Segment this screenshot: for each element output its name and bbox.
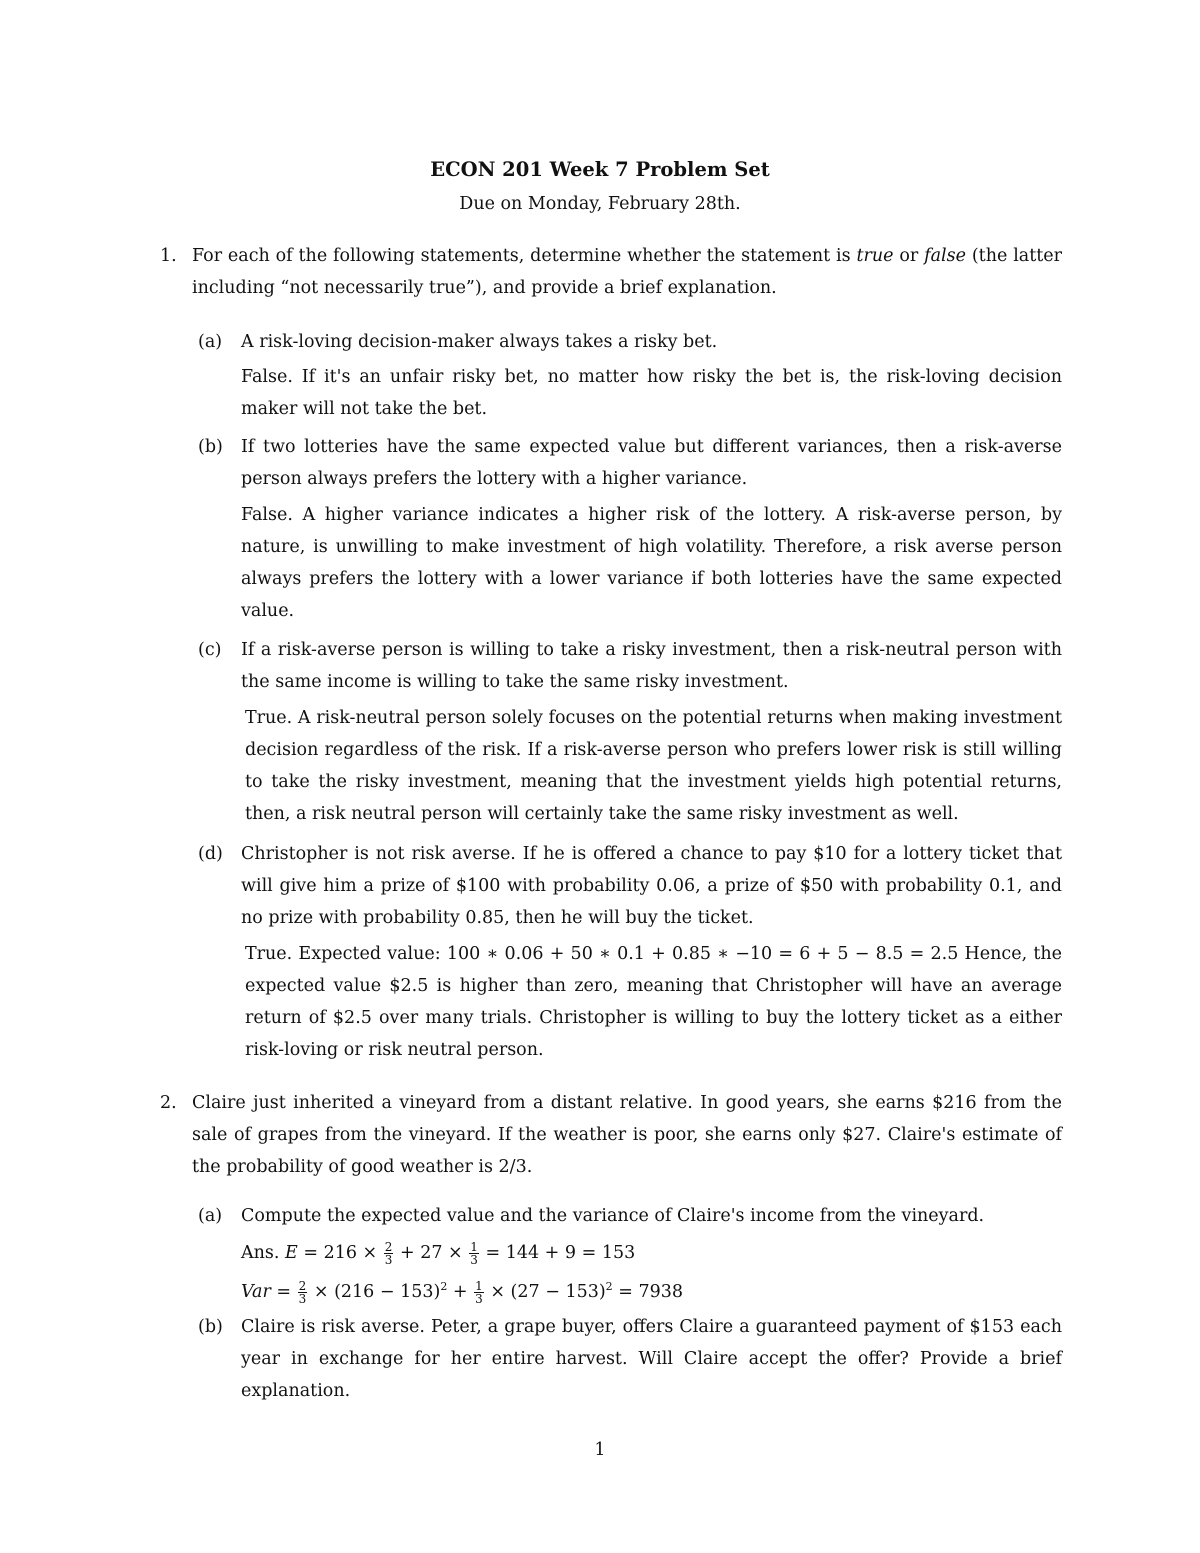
page-title: ECON 201 Week 7 Problem Set bbox=[430, 158, 770, 181]
part-label: (c) bbox=[198, 640, 222, 660]
question-number: 2. bbox=[160, 1093, 177, 1113]
question-intro: For each of the following statements, determine whether the statement is true or false (the latter including “not necessarily true”), and provide a brief explanation. bbox=[192, 246, 1063, 298]
part-statement: If a risk-averse person is willing to take a risky investment, then a risk-neutral person with the same income is willing to take the same risky investment. bbox=[241, 640, 1062, 692]
answer-1c: True. A risk-neutral person solely focuses on the potential returns when making investment decision regardless of the risk. If a risk-averse person who prefers lower risk is still willing to take the risky investment, meaning that the investment yields high potential returns, then, a risk neutral person will certainly take the same risky investment as well. bbox=[245, 708, 1062, 824]
page-subtitle: Due on Monday, February 28th. bbox=[459, 194, 741, 214]
question-number: 1. bbox=[160, 246, 177, 266]
part-statement: If two lotteries have the same expected value but different variances, then a risk-averse person always prefers the lottery with a higher variance. bbox=[241, 437, 1062, 489]
answer-1d: True. Expected value: 100 ∗ 0.06 + 50 ∗ 0.1 + 0.85 ∗ −10 = 6 + 5 − 8.5 = 2.5 Hence, the expected value $2.5 is higher than zero, meaning that Christopher will have an average return of $2.5 over many trials. Christopher is willing to buy the lottery ticket as a either risk-loving or risk neutral person. bbox=[245, 944, 1062, 1060]
part-label: (a) bbox=[198, 332, 223, 352]
part-label: (a) bbox=[198, 1206, 223, 1226]
part-statement: Christopher is not risk averse. If he is offered a chance to pay $10 for a lottery ticket that will give him a prize of $100 with probability 0.06, a prize of $50 with probability 0.1, and no prize with probability 0.85, then he will buy the ticket. bbox=[241, 844, 1062, 928]
variance-equation: Var = $\frac{2}{3}$ × $(216 - 153)^2$ + $\frac{1}{3}$ × $(27 - 153)^2 = 7938$ bbox=[241, 1278, 683, 1306]
page-number: 1 bbox=[594, 1440, 606, 1460]
part-statement: Claire is risk averse. Peter, a grape buyer, offers Claire a guaranteed payment of $153 each year in exchange for her entire harvest. Will Claire accept the offer? Provide a brief explanation. bbox=[241, 1317, 1062, 1401]
part-label: (b) bbox=[198, 437, 223, 457]
part-statement: Compute the expected value and the variance of Claire's income from the vineyard. bbox=[241, 1206, 985, 1226]
expected-value-equation: Ans. E = 216 × $\frac{2}{3}$ + 27 × $\frac{1}{3}$ = 144 + 9 = 153 bbox=[241, 1240, 636, 1267]
question-intro: Claire just inherited a vineyard from a distant relative. In good years, she earns $216 from the sale of grapes from the vineyard. If the weather is poor, she earns only $27. Claire's estimate of the probability of good weather is 2/3. bbox=[192, 1093, 1062, 1177]
answer-1a: False. If it's an unfair risky bet, no matter how risky the bet is, the risk-loving decision maker will not take the bet. bbox=[241, 367, 1062, 419]
part-label: (d) bbox=[198, 844, 223, 864]
answer-1b: False. A higher variance indicates a higher risk of the lottery. A risk-averse person, by nature, is unwilling to make investment of high volatility. Therefore, a risk averse person always prefers the lottery with a lower variance if both lotteries have the same expected value. bbox=[241, 505, 1062, 621]
part-label: (b) bbox=[198, 1317, 223, 1337]
part-statement: A risk-loving decision-maker always takes a risky bet. bbox=[241, 332, 718, 352]
